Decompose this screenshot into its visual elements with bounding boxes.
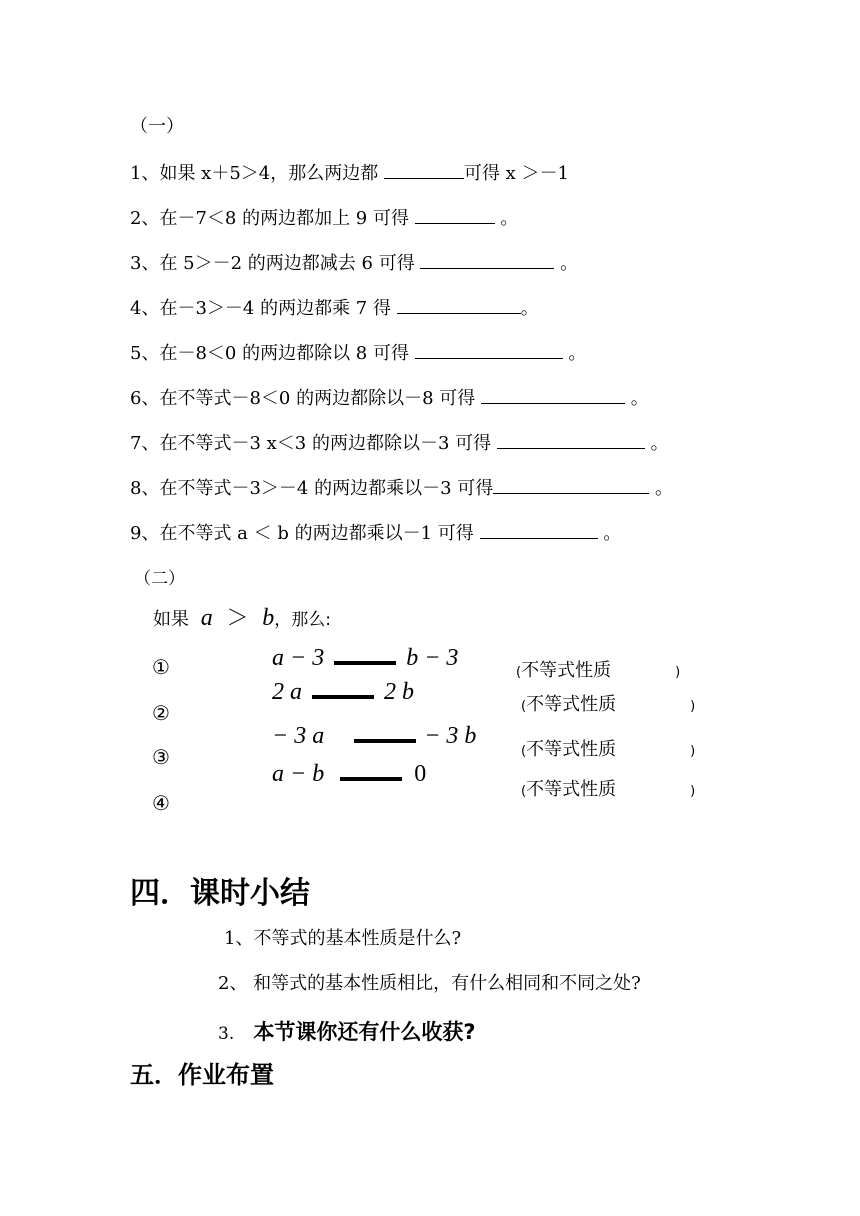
- exercise-3-text: 3、在 5＞－2 的两边都减去 6 可得: [130, 253, 421, 274]
- intro-var-b: b: [262, 605, 275, 631]
- exercise-4-text: 4、在－3＞－4 的两边都乘 7 得: [130, 298, 397, 319]
- expr-4-blank[interactable]: [340, 777, 402, 781]
- exercise-8-text: 8、在不等式－3＞－4 的两边都乘以－3 可得: [130, 478, 494, 499]
- circle-3: ③: [152, 745, 170, 769]
- property-paren-2: (不等式性质 ): [521, 694, 696, 715]
- exercise-5-text: 5、在－8＜0 的两边都除以 8 可得: [130, 343, 415, 364]
- exercise-6: [130, 387, 649, 410]
- expr-1-right: b − 3: [406, 645, 459, 671]
- expr-2-right: 2 b: [384, 679, 414, 705]
- expr-2-left: 2 a: [272, 679, 302, 705]
- exercise-8-blank[interactable]: [493, 477, 649, 494]
- exercise-1-blank[interactable]: [384, 162, 464, 179]
- exercise-1-text: 1、如果 x＋5＞4，那么两边都: [130, 163, 384, 184]
- expr-4-left: a − b: [272, 761, 325, 787]
- exercise-7-blank[interactable]: [497, 432, 645, 449]
- exercise-6-blank[interactable]: [481, 387, 625, 404]
- exercise-2-text: 2、在－7＜8 的两边都加上 9 可得: [130, 208, 415, 229]
- expr-2-blank[interactable]: [312, 695, 374, 699]
- exercise-8: [130, 477, 673, 500]
- summary-question-3-number: 3.: [218, 1024, 235, 1044]
- exercise-4-blank[interactable]: [397, 297, 521, 314]
- property-label-4: 不等式性质: [526, 779, 617, 800]
- summary-question-3: [218, 1016, 476, 1046]
- summary-title: 四．课时小结: [130, 876, 310, 911]
- expr-3-right: − 3 b: [424, 723, 477, 749]
- exercise-5-tail: 。: [562, 343, 587, 364]
- summary-question-3-text: 本节课你还有什么收获?: [253, 1020, 476, 1044]
- exercise-7: [130, 432, 669, 455]
- expr-1-left: a − 3: [272, 645, 325, 671]
- exercise-9-tail: 。: [597, 523, 622, 544]
- homework-title: 五．作业布置: [130, 1061, 274, 1089]
- expr-4-right: 0: [414, 761, 427, 787]
- expr-3-left: − 3 a: [272, 723, 325, 749]
- expr-1-blank[interactable]: [334, 661, 396, 665]
- exercise-9-blank[interactable]: [480, 522, 598, 539]
- property-label-2: 不等式性质: [526, 694, 617, 715]
- property-paren-4: (不等式性质 ): [521, 779, 696, 800]
- circle-2: ②: [152, 701, 170, 725]
- intro-var-a: a: [200, 605, 213, 631]
- expr-3: [272, 722, 476, 750]
- part1-heading: （一）: [130, 116, 184, 137]
- summary-question-2: 2、 和等式的基本性质相比，有什么相同和不同之处?: [218, 973, 641, 994]
- property-paren-3: (不等式性质 ): [521, 739, 696, 760]
- intro-then: ，那么:: [274, 610, 331, 630]
- exercise-3-blank[interactable]: [420, 252, 554, 269]
- exercise-1-tail: 可得 x ＞－1: [463, 163, 569, 184]
- expr-1: [272, 644, 458, 672]
- exercise-7-tail: 。: [644, 433, 669, 454]
- exercise-6-text: 6、在不等式－8＜0 的两边都除以－8 可得: [130, 388, 481, 409]
- exercise-5-blank[interactable]: [415, 342, 563, 359]
- exercise-5: [130, 342, 586, 365]
- intro-gt: ＞: [226, 605, 249, 630]
- exercise-4-tail: 。: [520, 298, 539, 319]
- exercise-2: [130, 207, 518, 230]
- expr-2: [272, 678, 414, 706]
- property-paren-1: (不等式性质 ): [516, 660, 681, 681]
- intro-if: 如果: [153, 609, 189, 630]
- part2-heading: （二）: [134, 569, 185, 589]
- circle-4: ④: [152, 791, 170, 815]
- exercise-2-tail: 。: [494, 208, 519, 229]
- exercise-3-tail: 。: [554, 253, 579, 274]
- expr-4: [272, 760, 426, 788]
- exercise-8-tail: 。: [649, 478, 673, 499]
- expr-3-blank[interactable]: [354, 739, 416, 743]
- property-label-1: 不等式性质: [521, 660, 612, 681]
- property-label-3: 不等式性质: [526, 739, 617, 760]
- exercise-7-text: 7、在不等式－3 x＜3 的两边都除以－3 可得: [130, 433, 497, 454]
- exercise-9-text: 9、在不等式 a ＜ b 的两边都乘以－1 可得: [130, 523, 480, 544]
- exercise-2-blank[interactable]: [415, 207, 495, 224]
- exercise-1: [130, 162, 569, 185]
- summary-question-1: 1、不等式的基本性质是什么?: [224, 928, 462, 949]
- circle-1: ①: [152, 655, 170, 679]
- exercise-4: [130, 297, 539, 320]
- exercise-3: [130, 252, 578, 275]
- part2-intro: [153, 604, 331, 635]
- exercise-6-tail: 。: [624, 388, 649, 409]
- exercise-9: [130, 522, 621, 545]
